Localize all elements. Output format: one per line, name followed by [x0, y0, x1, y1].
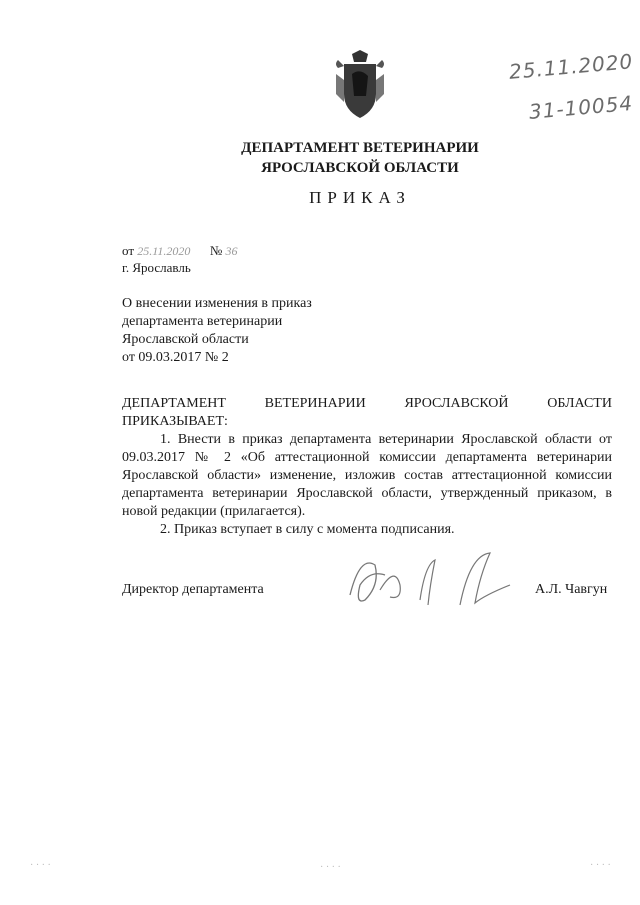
order-item-1: 1. Внести в приказ департамента ветеринарии Ярославской области от 09.03.2017 № 2 «Об аттестационной комиссии департамента ветеринарии Ярославской области» изменение, изложив состав аттестационной комиссии департамента ветеринарии Ярославской области, утвержденный приказом, в новой редакции (прилагается). [122, 432, 612, 519]
order-item-2: 2. Приказ вступает в силу с момента подписания. [160, 522, 455, 537]
subject-line: департамента ветеринарии [122, 314, 283, 329]
order-subject [122, 295, 312, 367]
order-number: 36 [225, 244, 238, 258]
order-date: 25.11.2020 [137, 244, 191, 258]
lead-word: ОБЛАСТИ [547, 396, 612, 411]
scan-artifact: · · · · [320, 862, 341, 873]
handwritten-signature-mark [340, 545, 540, 615]
handwritten-registration-number: 31-10054 [528, 90, 634, 124]
lead-line-2: ПРИКАЗЫВАЕТ: [122, 414, 228, 429]
number-prefix: № [209, 243, 223, 258]
lead-word: ВЕТЕРИНАРИИ [264, 396, 366, 411]
signatory-name: А.Л. Чавгун [535, 582, 608, 597]
scan-artifact: · · · · [590, 860, 611, 871]
handwritten-registration-date: 25.11.2020 [508, 49, 635, 84]
order-date-number-line [122, 243, 238, 259]
lead-word: ЯРОСЛАВСКОЙ [404, 396, 509, 411]
order-body [122, 395, 612, 539]
lead-word: ДЕПАРТАМЕНТ [122, 396, 226, 411]
department-title-line2: ЯРОСЛАВСКОЙ ОБЛАСТИ [261, 160, 459, 176]
coat-of-arms-emblem [330, 50, 390, 122]
lead-line [122, 395, 612, 413]
signature-position: Директор департамента [122, 582, 264, 597]
document-type-title: ПРИКАЗ [309, 188, 411, 207]
subject-line: О внесении изменения в приказ [122, 296, 312, 311]
scan-artifact: · · · · [30, 860, 51, 871]
subject-line: Ярославской области [122, 332, 249, 347]
department-title-line1: ДЕПАРТАМЕНТ ВЕТЕРИНАРИИ [241, 140, 479, 156]
date-prefix: от [122, 243, 135, 258]
department-title [180, 138, 540, 178]
city-line: г. Ярославль [122, 260, 191, 275]
subject-line: от 09.03.2017 № 2 [122, 350, 229, 365]
